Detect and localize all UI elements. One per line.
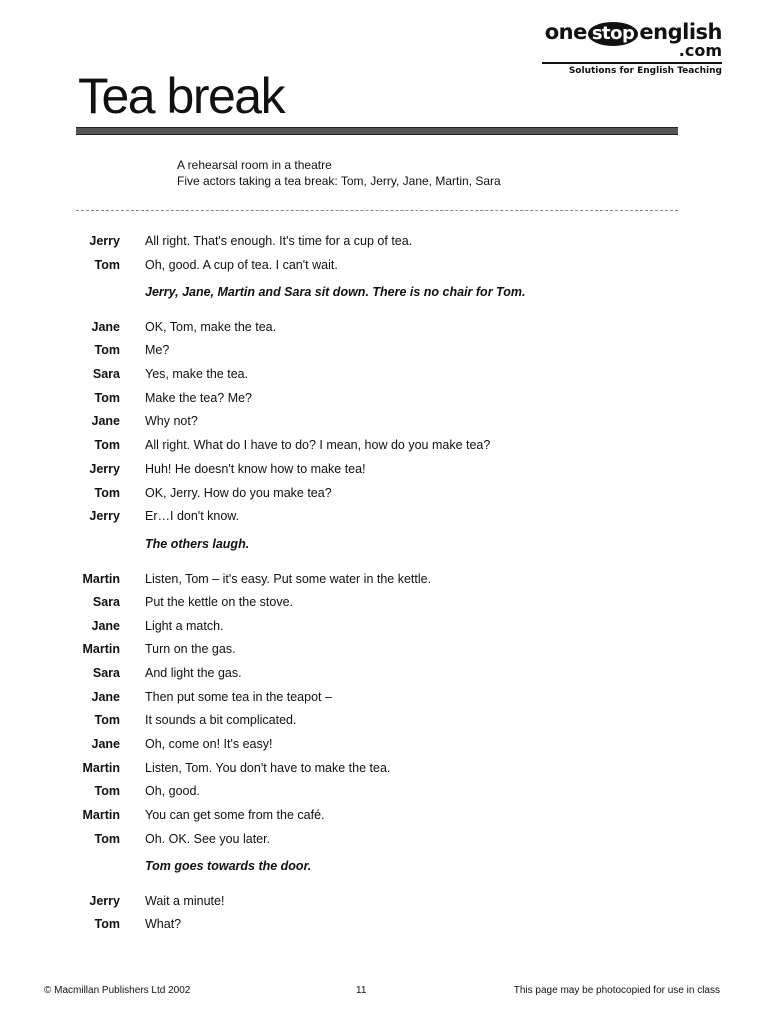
- dialogue-line: [0, 462, 768, 486]
- dialogue-text: Listen, Tom. You don't have to make the tea.: [145, 760, 391, 775]
- dialogue-line: [0, 367, 768, 391]
- dialogue-text: Why not?: [145, 414, 198, 429]
- dialogue-line: [0, 761, 768, 785]
- title-divider: [76, 127, 678, 135]
- dialogue-line: [0, 666, 768, 690]
- dialogue-text: Oh, good.: [145, 784, 200, 799]
- logo-tagline: Solutions for English Teaching: [568, 66, 722, 76]
- dialogue-text: Oh, good. A cup of tea. I can't wait.: [145, 257, 338, 272]
- page-title: Tea break: [78, 68, 285, 124]
- speaker-name: Tom: [94, 784, 120, 799]
- dialogue-text: Turn on the gas.: [145, 642, 236, 657]
- dialogue-line: [0, 312, 768, 343]
- dialogue-text: Put the kettle on the stove.: [145, 594, 294, 609]
- logo-one: one: [544, 20, 587, 44]
- dialogue-line: [0, 808, 768, 832]
- speaker-name: Martin: [82, 571, 120, 586]
- stage-direction: [0, 855, 768, 886]
- dialogue-text: OK, Jerry. How do you make tea?: [145, 485, 332, 500]
- dialogue-line: [0, 438, 768, 462]
- dialogue-line: [0, 832, 768, 856]
- speaker-name: Jerry: [89, 461, 120, 476]
- speaker-name: Tom: [94, 485, 120, 500]
- dialogue-text: What?: [145, 917, 182, 932]
- stage-direction-text: Tom goes towards the door.: [145, 859, 312, 874]
- dialogue-text: All right. What do I have to do? I mean, how do you make tea?: [145, 438, 491, 453]
- dialogue-text: It sounds a bit complicated.: [145, 713, 297, 728]
- dialogue-line: [0, 343, 768, 367]
- script-body: [0, 234, 768, 941]
- stage-direction-text: The others laugh.: [145, 536, 250, 551]
- speaker-name: Martin: [82, 760, 120, 775]
- dialogue-text: Wait a minute!: [145, 894, 225, 909]
- footer-copyright: © Macmillan Publishers Ltd 2002: [44, 985, 191, 996]
- dialogue-line: [0, 784, 768, 808]
- dialogue-line: [0, 619, 768, 643]
- speaker-name: Jerry: [89, 894, 120, 909]
- speaker-name: Tom: [94, 917, 120, 932]
- dialogue-line: [0, 258, 768, 282]
- speaker-name: Jane: [91, 320, 120, 335]
- speaker-name: Tom: [94, 713, 120, 728]
- dialogue-line: [0, 564, 768, 595]
- speaker-name: Tom: [94, 438, 120, 453]
- dialogue-text: You can get some from the café.: [145, 808, 325, 823]
- dialogue-text: Oh, come on! It's easy!: [145, 737, 273, 751]
- dialogue-line: [0, 234, 768, 258]
- stage-direction: [0, 281, 768, 312]
- dialogue-text: Huh! He doesn't know how to make tea!: [145, 461, 366, 476]
- dialogue-line: [0, 509, 768, 533]
- speaker-name: Tom: [94, 390, 120, 405]
- speaker-name: Jane: [91, 414, 120, 429]
- speaker-name: Jane: [91, 618, 120, 633]
- speaker-name: Tom: [94, 343, 120, 358]
- scene-value: A rehearsal room in a theatre: [177, 158, 332, 172]
- dialogue-line: [0, 642, 768, 666]
- dialogue-line: [0, 486, 768, 510]
- speaker-name: Sara: [92, 594, 120, 609]
- dialogue-text: OK, Tom, make the tea.: [145, 320, 277, 335]
- speaker-name: Sara: [92, 367, 120, 382]
- dialogue-text: Me?: [145, 343, 170, 358]
- logo-com: .com: [678, 41, 722, 60]
- speaker-name: Martin: [82, 808, 120, 823]
- dialogue-line: [0, 713, 768, 737]
- speaker-name: Jane: [91, 689, 120, 704]
- footer-note: This page may be photocopied for use in class: [513, 985, 720, 996]
- stage-direction-text: Jerry, Jane, Martin and Sara sit down. There is no chair for Tom.: [145, 285, 526, 300]
- dialogue-text: Then put some tea in the teapot –: [145, 689, 332, 704]
- dialogue-line: [0, 414, 768, 438]
- logo-english: english: [639, 20, 722, 44]
- speaker-name: Tom: [94, 257, 120, 272]
- dialogue-line: [0, 595, 768, 619]
- dashed-divider: [76, 210, 678, 211]
- dialogue-line: [0, 690, 768, 714]
- dialogue-text: Er…I don't know.: [145, 509, 240, 524]
- speaker-name: Martin: [82, 642, 120, 657]
- logo-stop: stop: [588, 22, 639, 46]
- characters-value: Five actors taking a tea break: Tom, Jerry, Jane, Martin, Sara: [177, 174, 501, 188]
- speaker-name: Jerry: [89, 509, 120, 524]
- dialogue-text: All right. That's enough. It's time for a cup of tea.: [145, 234, 413, 248]
- onestopenglish-logo: [542, 20, 722, 76]
- stage-direction: [0, 533, 768, 564]
- dialogue-text: Make the tea? Me?: [145, 390, 253, 405]
- dialogue-line: [0, 391, 768, 415]
- dialogue-line: [0, 886, 768, 917]
- speaker-name: Tom: [94, 831, 120, 846]
- dialogue-text: Light a match.: [145, 618, 224, 633]
- speaker-name: Jerry: [89, 234, 120, 248]
- dialogue-text: And light the gas.: [145, 665, 242, 680]
- logo-rule: [542, 62, 722, 64]
- dialogue-line: [0, 737, 768, 761]
- dialogue-text: Yes, make the tea.: [145, 367, 249, 382]
- dialogue-text: Listen, Tom – it's easy. Put some water in the kettle.: [145, 571, 432, 586]
- speaker-name: Jane: [91, 737, 120, 751]
- speaker-name: Sara: [92, 665, 120, 680]
- dialogue-text: Oh. OK. See you later.: [145, 831, 271, 846]
- footer-page-number: 11: [356, 985, 367, 996]
- dialogue-line: [0, 917, 768, 941]
